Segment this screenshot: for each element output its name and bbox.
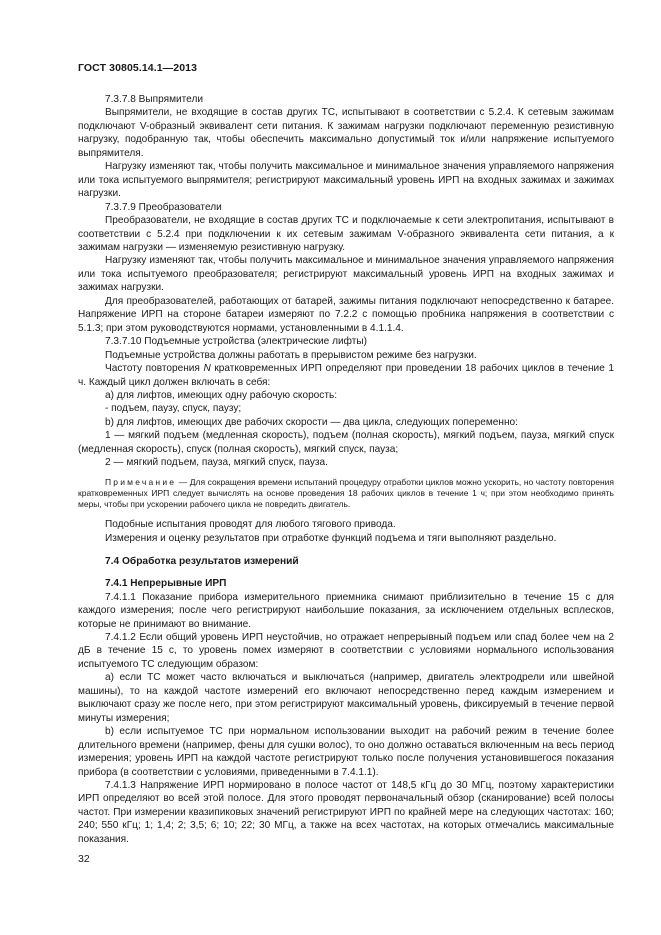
list-subitem: - подъем, паузу, спуск, паузу; [105, 403, 242, 415]
list-subitem-2: 2 — мягкий подъем, пауза, мягкий спуск, пауза. [105, 457, 328, 469]
list-subitem-1: 1 — мягкий подъем (медленная скорость), подъем (полная скорость), мягкий подъем, пауза, мягкий спуск (медленная скорость), спуск (полная скорость), мягкий спуск, пауза; [78, 430, 614, 455]
paragraph: Нагрузку изменяют так, чтобы получить максимальное и минимальное значения управляемого напряжения или тока испытуемого выпрямителя; регистрируют максимальный уровень ИРП на входных зажимах и зажимах нагрузки. [78, 161, 614, 200]
paragraph: 7.4.1.2 Если общий уровень ИРП неустойчив, но отражает непрерывный подъем или спад более чем на 2 дБ в течение 15 с, то уровень помех измеряют в соответствии с условиями нормального использования испытуемого ТС следующим образом: [78, 632, 614, 670]
paragraph: Нагрузку изменяют так, чтобы получить максимальное и минимальное значения управляемого напряжения или тока испытуемого преобразователя; регистрируют максимальный уровень ИРП на входных зажимах и зажимах нагрузки. [78, 255, 614, 294]
paragraph: Выпрямители, не входящие в состав других ТС, испытывают в соответствии с 5.2.4. К сетевым зажимам подключают V-образный эквивалент сети питания. К зажимам нагрузки подключают переменную резистивную нагрузку, подобранную так, чтобы обеспечить максимально допустимый ток и/или напряжение испытуемого выпрямителя. [78, 107, 614, 159]
paragraph: Подобные испытания проводят для любого тягового привода. [105, 519, 396, 531]
paragraph: 7.4.1.1 Показание прибора измерительного приемника снимают приблизительно в течение 15 с для каждого измерения; после чего регистрируют наибольшие показания, за исключением отдельных всплесков, которые не принимают во внимание. [78, 591, 614, 630]
page-number: 32 [78, 853, 90, 865]
section-7-4-heading: 7.4 Обработка результатов измерений [105, 556, 299, 568]
paragraph: Подъемные устройства должны работать в прерывистом режиме без нагрузки. [105, 349, 477, 361]
text-fragment: кратковременных ИРП определяют при проведении 18 рабочих циклов в течение 1 ч. Каждый цикл должен включать в себя: [78, 363, 614, 388]
document-body [78, 93, 614, 846]
paragraph: Для преобразователей, работающих от батарей, зажимы питания подключают непосредственно к батарее. Напряжение ИРП на стороне батареи измеряют по 7.2.2 с помощью пробника напряжения в соответствии с 5.1.3; при этом руководствуются нормами, установленными в 4.1.1.4. [78, 295, 614, 334]
paragraph [78, 362, 614, 389]
note [78, 477, 614, 511]
text-fragment: Частоту повторения [105, 363, 204, 375]
list-item-a: a) для лифтов, имеющих одну рабочую скорость: [105, 389, 338, 401]
section-7-3-7-10-title: 7.3.7.10 Подъемные устройства (электрические лифты) [105, 336, 367, 348]
section-7-3-7-9-title: 7.3.7.9 Преобразователи [105, 201, 222, 213]
section-7-3-7-8-title: 7.3.7.8 Выпрямители [105, 94, 203, 105]
note-text: — Для сокращения времени испытаний процедуру отработки циклов можно ускорить, но частоту повторения кратковременных ИРП следует вычислять на основе проведения 18 рабочих циклов в течение 1 ч; при этом необходимо принять меры, чтобы при ускорении рабочего цикла не повредить двигатель. [78, 476, 614, 510]
paragraph: 7.4.1.3 Напряжение ИРП нормировано в полосе частот от 148,5 кГц до 30 МГц, поэтому характеристики ИРП определяют во всей этой полосе. Для этого проводят первоначальный обзор (сканирование) всей полосы частот. При измерении квазипиковых значений регистрируют ИРП по крайней мере на следующих частотах: 160; 240; 550 кГц; 1; 1,4; 2; 3,5; 6; 10; 22; 30 МГц, а также на всех частотах, на которых отмечались максимальные показания. [78, 780, 614, 845]
list-item-b: b) для лифтов, имеющих две рабочих скорости — два цикла, следующих попеременно: [105, 416, 518, 428]
paragraph: Измерения и оценку результатов при отработке функций подъема и тяги выполняют раздельно. [105, 532, 557, 544]
note-label: Примечание [105, 476, 177, 487]
variable-n: N [203, 363, 211, 375]
section-7-4-1-heading: 7.4.1 Непрерывные ИРП [105, 578, 227, 590]
list-item-a: a) если ТС может часто включаться и выключаться (например, двигатель электродрели или швейной машины), то на каждой частоте измерений его включают непосредственно перед каждым измерением и выключают сразу же после него, при этом регистрируют максимальный уровень, фиксируемый в течение первой минуты измерения; [78, 672, 614, 724]
list-item-b: b) если испытуемое ТС при нормальном использовании выходит на рабочий режим в течение более длительного времени (например, фены для сушки волос), то оно должно оставаться включенным на весь период измерения; уровень ИРП на каждой частоте регистрируют только после получения установившегося показания прибора (в соответствии с условиями, приведенными в 7.4.1.1). [78, 726, 614, 778]
document-header: ГОСТ 30805.14.1—2013 [78, 62, 198, 74]
paragraph: Преобразователи, не входящие в состав других ТС и подключаемые к сети электропитания, испытывают в соответствии с 5.2.4 при подключении к их сетевым зажимам V-образного эквивалента сети питания, а к зажимам нагрузки — изменяемую резистивную нагрузку. [78, 215, 614, 253]
